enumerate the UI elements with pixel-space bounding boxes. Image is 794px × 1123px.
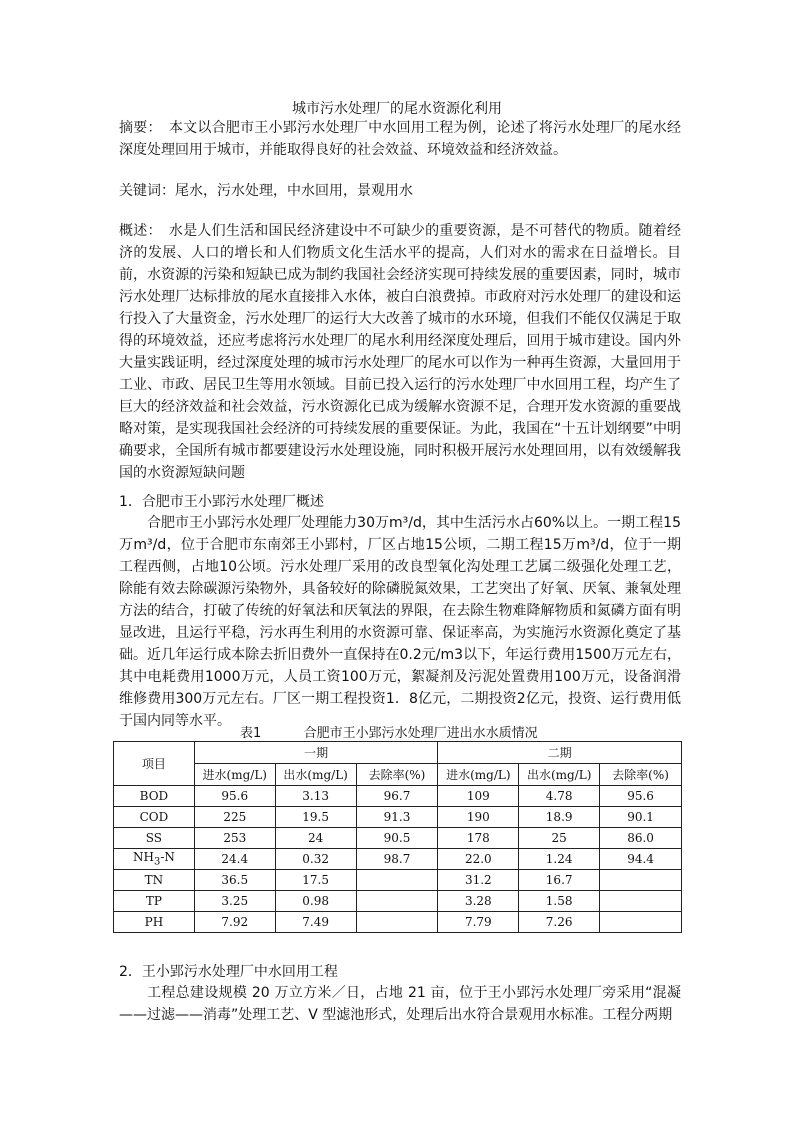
- row-item-name: SS: [114, 828, 195, 849]
- p2-cell: 7.26: [519, 912, 600, 933]
- row-item-name: TN: [114, 870, 195, 891]
- p2-cell: 178: [438, 828, 519, 849]
- p2-cell: 31.2: [438, 870, 519, 891]
- p1-cell: 91.3: [356, 807, 438, 828]
- p1-cell: 95.6: [194, 786, 275, 807]
- phase2-header: 二期: [438, 742, 682, 764]
- p1-removal-header: 去除率(%): [356, 764, 438, 786]
- p2-cell: [600, 870, 682, 891]
- document-title: 城市污水处理厂的尾水资源化利用: [292, 101, 502, 117]
- row-item-name: TP: [114, 891, 195, 912]
- table-row: [114, 891, 682, 912]
- p2-cell: 95.6: [600, 786, 682, 807]
- row-item-name: COD: [114, 807, 195, 828]
- p2-cell: [600, 891, 682, 912]
- p2-cell: 4.78: [519, 786, 600, 807]
- p1-cell: 253: [194, 828, 275, 849]
- overview-paragraph: 概述： 水是人们生活和国民经济建设中不可缺少的重要资源，是不可替代的物质。随着经济的发展、人口的增长和人们物质文化生活水平的提高，人们对水的需求在日益增长。目前，水资源的污染和短缺已成为制约我国社会经济实现可持续发展的重要因素，同时，城市污水处理厂达标排放的尾水直接排入水体，被白白浪费掉。市政府对污水处理厂的建设和运行投入了大量资金，污水处理厂的运行大大改善了城市的水环境，但我们不能仅仅满足于取得的环境效益，还应考虑将污水处理厂的尾水利用经深度处理后，回用于城市建设。国内外大量实践证明，经过深度处理的城市污水处理厂的尾水可以作为一种再生资源，大量回用于工业、市政、居民卫生等用水领域。目前已投入运行的污水处理厂中水回用工程，均产生了巨大的经济效益和社会效益，污水资源化已成为缓解水资源不足，合理开发水资源的重要战略对策，是实现我国社会经济的可持续发展的重要保证。为此，我国在“十五计划纲要”中明确要求，全国所有城市都要建设污水处理设施，同时积极开展污水处理回用，以有效缓解我国的水资源短缺问题: [119, 223, 681, 481]
- keywords-line: 关键词：尾水，污水处理，中水回用，景观用水: [119, 183, 413, 199]
- item-header: 项目: [114, 742, 195, 786]
- p1-cell: 96.7: [356, 786, 438, 807]
- table-row: [114, 849, 682, 870]
- p1-cell: 0.32: [275, 849, 356, 870]
- p2-inflow-header: 进水(mg/L): [438, 764, 519, 786]
- table-row: [114, 786, 682, 807]
- p2-cell: 18.9: [519, 807, 600, 828]
- p1-inflow-header: 进水(mg/L): [194, 764, 275, 786]
- p1-cell: [356, 891, 438, 912]
- p2-cell: [600, 912, 682, 933]
- p2-cell: 7.79: [438, 912, 519, 933]
- table-row: [114, 912, 682, 933]
- abstract-paragraph: 摘要： 本文以合肥市王小郢污水处理厂中水回用工程为例，论述了将污水处理厂的尾水经深度处理回用于城市，并能取得良好的社会效益、环境效益和经济效益。: [119, 120, 681, 158]
- p1-cell: 225: [194, 807, 275, 828]
- p2-removal-header: 去除率(%): [600, 764, 682, 786]
- section2-body: 工程总建设规模 20 万立方米／日，占地 21 亩，位于王小郢污水处理厂旁采用“混凝——过滤——消毒”处理工艺、V 型滤池形式，处理后出水符合景观用水标准。工程分两期: [119, 985, 681, 1023]
- phase1-header: 一期: [194, 742, 438, 764]
- section1-body: 合肥市王小郢污水处理厂处理能力30万m³/d，其中生活污水占60%以上。一期工程15万m³/d，位于合肥市东南郊王小郢村，厂区占地15公顷，二期工程15万m³/d，位于一期工程西侧，占地10公顷。污水处理厂采用的改良型氧化沟处理工艺属二级强化处理工艺，除能有效去除碳源污染物外，具备较好的除磷脱氮效果，工艺突出了好氧、厌氧、兼氧处理方法的结合，打破了传统的好氧法和厌氧法的界限，在去除生物难降解物质和氮磷方面有明显改进，且运行平稳，污水再生利用的水资源可靠、保证率高，为实施污水资源化奠定了基础。近几年运行成本除去折旧费外一直保持在0.2元/m3以下，年运行费用1500万元左右，其中电耗费用1000万元，人员工资100万元，絮凝剂及污泥处置费用100万元，设备润滑维修费用300万元左右。厂区一期工程投资1．8亿元，二期投资2亿元，投资、运行费用低于国内同等水平。: [119, 515, 681, 729]
- p1-cell: 90.5: [356, 828, 438, 849]
- p1-cell: [356, 912, 438, 933]
- row-item-name: $NH_3-N$: [114, 849, 195, 870]
- p1-cell: 3.25: [194, 891, 275, 912]
- table-caption-title: 合肥市王小郢污水处理厂进出水水质情况: [303, 726, 538, 741]
- p1-cell: 24: [275, 828, 356, 849]
- p2-cell: 1.24: [519, 849, 600, 870]
- p2-cell: 109: [438, 786, 519, 807]
- p2-cell: 90.1: [600, 807, 682, 828]
- p2-cell: 16.7: [519, 870, 600, 891]
- p1-outflow-header: 出水(mg/L): [275, 764, 356, 786]
- p1-cell: 24.4: [194, 849, 275, 870]
- p1-cell: 0.98: [275, 891, 356, 912]
- p1-cell: 17.5: [275, 870, 356, 891]
- p2-cell: 22.0: [438, 849, 519, 870]
- section1-heading: 1．合肥市王小郢污水处理厂概述: [119, 494, 324, 510]
- p2-cell: 94.4: [600, 849, 682, 870]
- p1-cell: 98.7: [356, 849, 438, 870]
- p1-cell: 36.5: [194, 870, 275, 891]
- table-row: [114, 807, 682, 828]
- p1-cell: 19.5: [275, 807, 356, 828]
- p2-cell: 25: [519, 828, 600, 849]
- table-caption: [240, 722, 538, 741]
- row-item-name: PH: [114, 912, 195, 933]
- p2-cell: 86.0: [600, 828, 682, 849]
- p2-outflow-header: 出水(mg/L): [519, 764, 600, 786]
- p2-cell: 3.28: [438, 891, 519, 912]
- section2-heading: 2．王小郢污水处理厂中水回用工程: [119, 964, 338, 980]
- table-caption-number: 表1: [240, 726, 262, 741]
- p2-cell: 190: [438, 807, 519, 828]
- p1-cell: [356, 870, 438, 891]
- p1-cell: 7.49: [275, 912, 356, 933]
- water-quality-table: [113, 741, 682, 933]
- table-row: [114, 870, 682, 891]
- p2-cell: 1.58: [519, 891, 600, 912]
- table-row: [114, 828, 682, 849]
- row-item-name: BOD: [114, 786, 195, 807]
- p1-cell: 7.92: [194, 912, 275, 933]
- p1-cell: 3.13: [275, 786, 356, 807]
